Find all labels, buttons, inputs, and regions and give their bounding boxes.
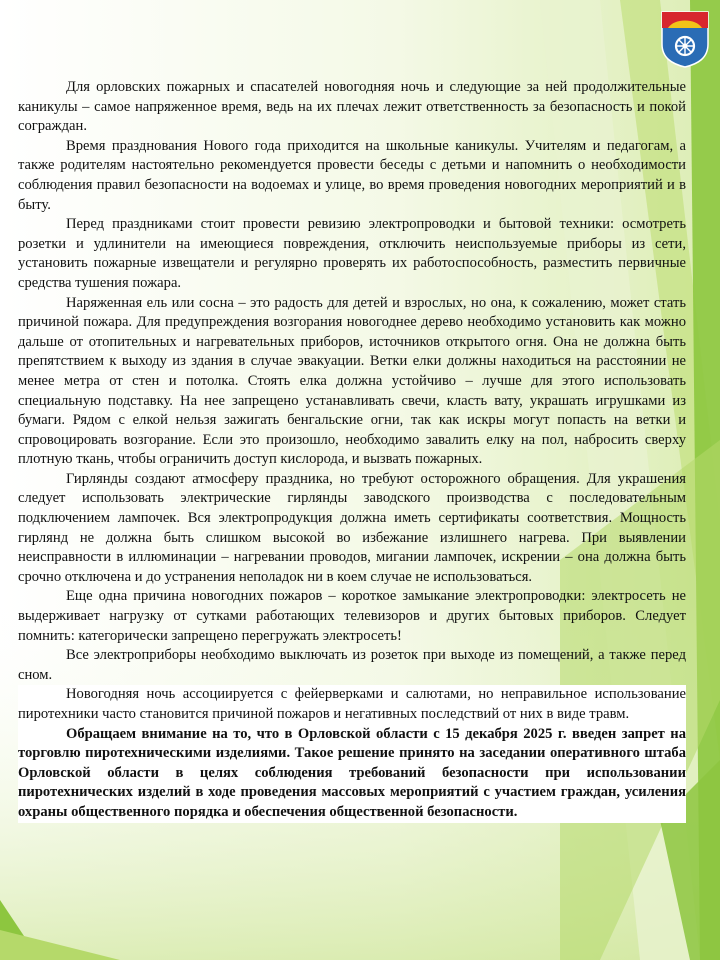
article-body [18,78,686,823]
paragraph-short-circuit: Еще одна причина новогодних пожаров – короткое замыкание электропроводки: электросеть не выдерживает нагрузку от сутками работающих телевизоров и других бытовых приборов. Следует помнить: категорически запрещено перегружать электросеть! [18,588,686,644]
paragraph-garlands: Гирлянды создают атмосферу праздника, но требуют осторожного обращения. Для украшения следует использовать электрические гирлянды заводского производства с последовательным подключением лампочек. Вся электропродукция должна иметь сертификаты соответствия. Мощность гирлянд не должна быть слишком высокой во избежание излишнего нагрева. При выявлении неисправности в иллюминации – нагревании проводов, мигании лампочек, искрении – она должна быть срочно отключена и до устранения неполадок ни в коем случае не использоваться. [18,470,686,585]
paragraph-unplug: Все электроприборы необходимо выключать из розеток при выходе из помещений, а также перед сном. [18,647,686,683]
notice-pyrotechnics-ban: Обращаем внимание на то, что в Орловской области с 15 декабря 2025 г. введен запрет на торговлю пиротехническими изделиями. Такое решение принято на заседании оперативного штаба Орловской области в целях соблюдения требований безопасности при использовании пиротехнических изделий в ходе проведения массовых мероприятий с участием граждан, усиления охраны общественного порядка и обеспечения общественной безопасности. [18,725,686,823]
paragraph-fireworks: Новогодняя ночь ассоциируется с фейерверками и салютами, но неправильное использование пиротехники часто становится причиной пожаров и негативных последствий от них в виде травм. [18,685,686,724]
paragraph-wiring: Перед праздниками стоит провести ревизию электропроводки и бытовой техники: осмотреть розетки и удлинители на имеющиеся повреждения, отключить неиспользуемые приборы из сети, установить пожарные извещатели и регулярно проверять их работоспособность, разместить первичные средства тушения пожара. [18,216,686,291]
paragraph-holidays: Время празднования Нового года приходится на школьные каникулы. Учителям и педагогам, а также родителям настоятельно рекомендуется провести беседы с детьми и напомнить о необходимости соблюдения правил безопасности на водоемах и улице, во время проведения новогодних мероприятий и в быту. [18,137,686,213]
paragraph-tree: Наряженная ель или сосна – это радость для детей и взрослых, но она, к сожалению, может стать причиной пожара. Для предупреждения возгорания новогоднее дерево необходимо установить как можно дальше от отопительных и нагревательных приборов, источников открытого огня. Она не должна быть препятствием к выходу из здания в случае эвакуации. Ветки елки должны находиться на расстоянии не менее метра от стен и потолка. Стоять елка должна устойчиво – лучше для этого использовать специальную подставку. На нее запрещено устанавливать свечи, класть вату, украшать игрушками из бумаги. Рядом с елкой нельзя зажигать бенгальские огни, так как искры могут попасть на ветки и спровоцировать возгорание. Если это произошло, необходимо завалить елку на пол, набросить сверху плотную ткань, чтобы ограничить доступ кислорода, и вызвать пожарных. [18,294,686,468]
paragraph-intro: Для орловских пожарных и спасателей новогодняя ночь и следующие за ней продолжительные каникулы – самое напряженное время, ведь на их плечах лежит ответственность за безопасность и покой сограждан. [18,79,686,135]
city-emblem-icon [660,10,710,68]
